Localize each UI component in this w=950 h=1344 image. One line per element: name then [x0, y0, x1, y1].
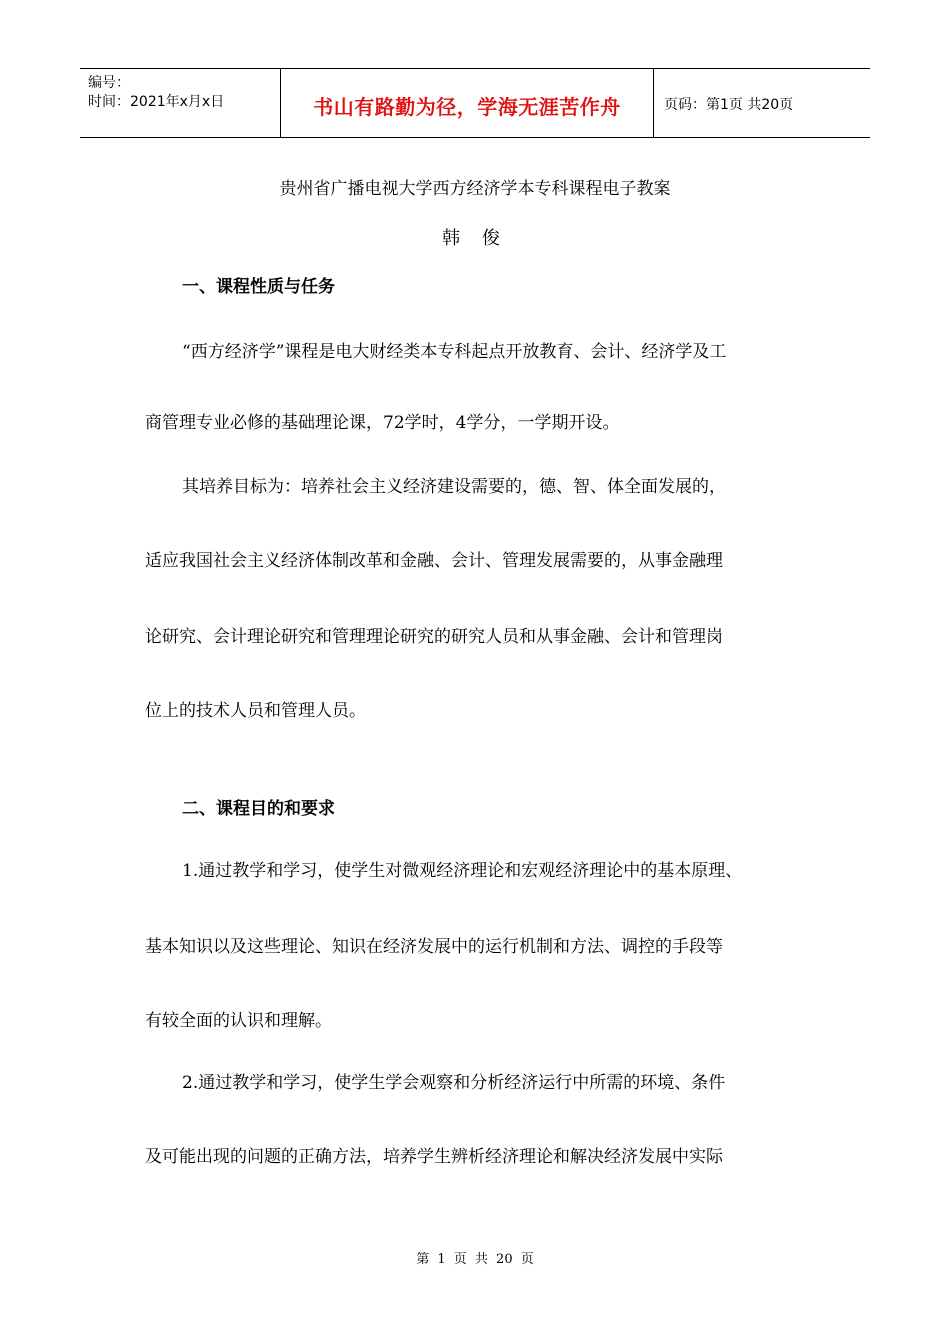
paragraph-line: 及可能出现的问题的正确方法，培养学生辨析经济理论和解决经济发展中实际	[145, 1147, 723, 1167]
paragraph-line: 商管理专业必修的基础理论课，72学时，4学分，一学期开设。	[145, 413, 620, 433]
header-meta-cell	[80, 69, 281, 137]
paragraph-line: 适应我国社会主义经济体制改革和金融、会计、管理发展需要的，从事金融理	[145, 551, 723, 571]
header-motto: 书山有路勤为径，学海无涯苦作舟	[313, 95, 621, 119]
document-number-label: 编号：	[88, 75, 130, 91]
header-page-info: 页码：第1页 共20页	[664, 97, 794, 113]
paragraph-line: 有较全面的认识和理解。	[145, 1011, 332, 1031]
document-title: 贵州省广播电视大学西方经济学本专科课程电子教案	[279, 179, 671, 199]
document-author: 韩 俊	[442, 228, 508, 249]
document-date-label: 时间：2021年x月x日	[88, 94, 225, 110]
section-heading-nature-tasks: 一、课程性质与任务	[182, 277, 335, 297]
paragraph-line: 位上的技术人员和管理人员。	[145, 701, 366, 721]
paragraph-line: 其培养目标为：培养社会主义经济建设需要的，德、智、体全面发展的，	[182, 477, 726, 497]
paragraph-line: 2.通过教学和学习，使学生学会观察和分析经济运行中所需的环境、条件	[182, 1073, 726, 1093]
page-footer: 第 1 页 共 20 页	[416, 1252, 534, 1267]
page-header	[80, 68, 870, 138]
paragraph-line: 1.通过教学和学习，使学生对微观经济理论和宏观经济理论中的基本原理、	[182, 861, 743, 881]
paragraph-line: 基本知识以及这些理论、知识在经济发展中的运行机制和方法、调控的手段等	[145, 937, 723, 957]
paragraph-line: 论研究、会计理论研究和管理理论研究的研究人员和从事金融、会计和管理岗	[145, 627, 723, 647]
header-motto-cell	[281, 69, 654, 137]
section-heading-objectives: 二、课程目的和要求	[182, 799, 335, 819]
paragraph-line: “西方经济学”课程是电大财经类本专科起点开放教育、会计、经济学及工	[182, 342, 727, 362]
header-page-cell	[654, 69, 870, 137]
